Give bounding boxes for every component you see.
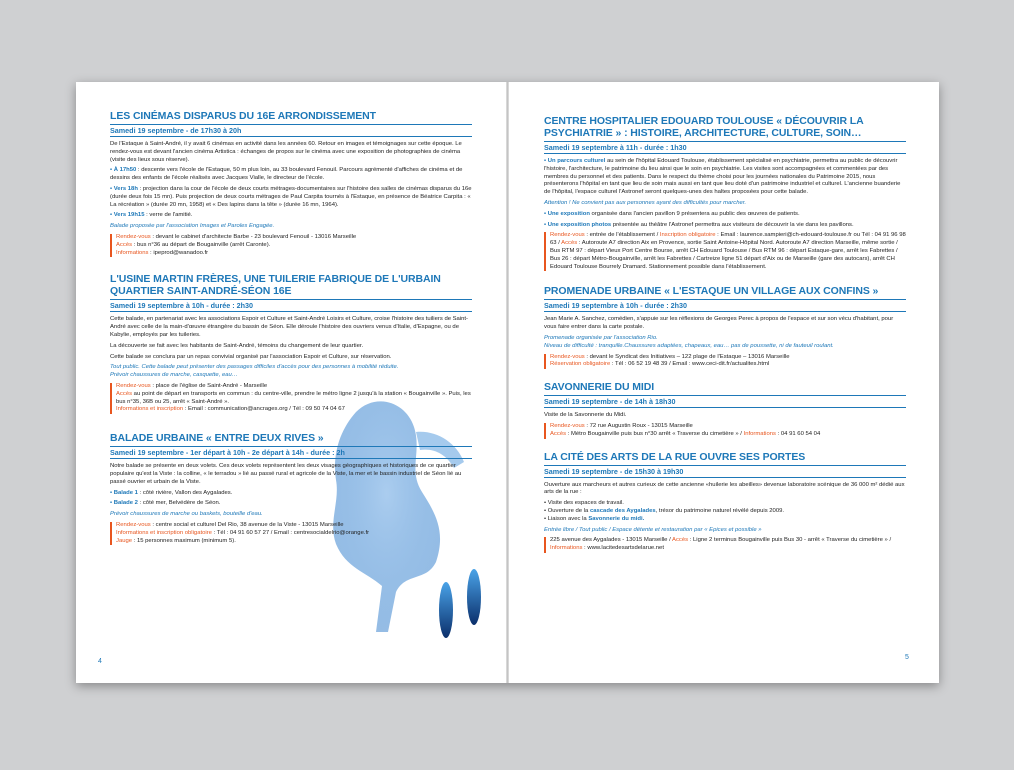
- section-hopital: [544, 115, 906, 271]
- section-title: LA CITÉ DES ARTS DE LA RUE OUVRE SES PORTES: [544, 450, 806, 463]
- section-savonnerie: [544, 381, 906, 438]
- page-number: 4: [98, 658, 102, 665]
- paragraph: • Une exposition photos présentée au théâtre l'Astronef permettra aux visiteurs de découvrir la vie dans les pavillons.: [544, 221, 854, 228]
- page-number: 5: [905, 654, 909, 661]
- section-estaque: [544, 285, 906, 369]
- section-title: CENTRE HOSPITALIER EDOUARD TOULOUSE « DÉCOUVRIR LA PSYCHIATRIE » : HISTOIRE, ARCHITECTURE, CULTURE, SOIN…: [544, 115, 864, 139]
- organizer-note: Balade proposée par l'association Images et Paroles Engagée.: [110, 223, 275, 230]
- section-title: L'USINE MARTIN FRÈRES, UNE TUILERIE FABRIQUE DE L'URBAIN QUARTIER SAINT-ANDRÉ-SÉON 16E: [110, 273, 441, 298]
- equipment-note: Prévoir chaussures de marche ou baskets, bouteille d'eau.: [110, 511, 263, 518]
- info-box: Rendez-vous : centre social et culturel Del Rio, 38 avenue de la Viste - 13015 Marseille Informations et inscription obligatoire : Tél : 04 91 60 57 27 / Email : centresocialdelrio@orange.fr Jauge : 15 personnes maximum (minimum 5).: [110, 522, 472, 545]
- brochure-spread: [76, 82, 939, 683]
- paragraph: • Ouverture de la cascade des Aygalades, trésor du patrimoine naturel révélé depuis 2009.: [544, 507, 785, 514]
- organizer-note: Promenade organisée par l'association Rio.: [544, 334, 658, 341]
- left-column: [110, 110, 472, 553]
- section-entre-deux-rives: [110, 432, 472, 545]
- section-date: Samedi 19 septembre à 10h - durée : 2h30: [110, 299, 472, 312]
- section-cite-des-arts: [544, 451, 906, 553]
- equipment-note: Prévoir chaussures de marche, casquette, eau…: [110, 372, 238, 379]
- paragraph: Ouverture aux marcheurs et autres curieux de cette ancienne «huilerie les abeilles» devenue laboratoire scénique de 36 000 m² dédié aux arts de la rue :: [544, 481, 905, 496]
- paragraph: • Balade 1 : côté rivière, Vallon des Aygalades.: [110, 489, 233, 496]
- right-column: [544, 115, 906, 561]
- section-title: SAVONNERIE DU MIDI: [544, 381, 655, 394]
- info-box: Rendez-vous : entrée de l'établissement / Inscription obligatoire : Email : laurence.sampieri@ch-edouard-toulouse.fr ou Tél : 04 91 96 98 63 / Accès : Autoroute A7 direction Aix en Provence, sortie Saint Antoine-Hôpital Nord. Autoroute A7 direction Marseille, même sortie / Bus RTM 97 : départ Vieux Port Centre Bourse, arrêt CH Edouard Toulouse / Bus RTM 96 : départ Estaque-gare, arrêt les Fabrettes / Bus 26 : départ Métro-Bougainville, arrêt les Fabrettes / Cartreize ligne 51 départ d'Aix ou de Marseille (gare des autocars), arrêt CH Edouard Toulouse Bourrely Dramard. Stationnement possible dans l'établissement.: [544, 232, 906, 271]
- paragraph: Visite de la Savonnerie du Midi.: [544, 412, 627, 419]
- paragraph: Jean Marie A. Sanchez, comédien, s'appuie sur les réflexions de Georges Perec à propos de l'espace et sur son vécu d'habitant, pour vous faire entrer dans la carte postale.: [544, 316, 894, 331]
- difficulty-note: Niveau de difficulté : tranquille.Chaussures adaptées, chapeaux, eau… pas de poussette, ni de fauteuil roulant.: [544, 342, 834, 349]
- section-date: Samedi 19 septembre - 1er départ à 10h - 2e départ à 14h - durée : 2h: [110, 446, 472, 459]
- section-title: BALADE URBAINE « ENTRE DEUX RIVES »: [110, 432, 324, 445]
- section-date: Samedi 19 septembre - de 17h30 à 20h: [110, 124, 472, 137]
- paragraph: Cette balade, en partenariat avec les associations Espoir et Culture et Saint-André Loisirs et Culture, croise l'histoire des tuiliers de Saint-André avec celle de la main-d'œuvre étrangère du bassin de Séon. Elle déroule l'histoire des ouvriers venus d'Italie, d'Espagne, ou de Kabylie, employés par les tuileries.: [110, 316, 469, 338]
- section-date: Samedi 19 septembre à 10h - durée : 2h30: [544, 299, 906, 312]
- paragraph: Cette balade se conclura par un repas convivial organisé par l'association Espoir et Culture, sur réservation.: [110, 353, 392, 360]
- section-date: Samedi 19 septembre à 11h - durée : 1h30: [544, 141, 906, 154]
- section-cinemas: [110, 110, 472, 257]
- section-date: Samedi 19 septembre - de 15h30 à 19h30: [544, 465, 906, 478]
- paragraph: • Un parcours culturel au sein de l'hôpital Edouard Toulouse, établissement spécialisé en psychiatrie, permettra au public de découvrir l'histoire, l'architecture, le patrimoine du lieu ainsi que le soin en psychiatrie. Les visites sont accompagnées et commentées par des membres du personnel et des patients. Dans le respect du thème choisi pour les journées nationales du Patrimoine 2015, nous présenterons l'hôpital en tant que lieu de soin mais aussi en tant que lieu doté d'un patrimoine industriel et culturel. L'ancienne buanderie de l'hôpital, l'espace culturel l'Astronef seront quelques-unes des haltes proposées pour cette balade.: [544, 158, 901, 196]
- info-box: Rendez-vous : devant le Syndicat des Initiatives – 122 plage de l'Estaque – 13016 Marseille Réservation obligatoire : Tél : 06 52 19 48 39 / Email : www.ceci-dit.fr/actualites.html: [544, 354, 906, 370]
- paragraph: De l'Estaque à Saint-André, il y avait 6 cinémas en activité dans les années 60. Retour en images et témoignages sur cette époque. Le rendez-vous est devant l'ancien cinéma Artistica : échanges de propos sur le cinéma avec une exposition de photographies de cinéma (visite des lieux sous réserve).: [110, 141, 462, 163]
- paragraph: • Vers 19h15 : verre de l'amitié.: [110, 212, 193, 219]
- section-title: LES CINÉMAS DISPARUS DU 16E ARRONDISSEMENT: [110, 110, 376, 122]
- info-box: Rendez-vous : devant le cabinet d'architecte Barbe - 23 boulevard Fenouil - 13016 Marseille Accès : bus n°36 au départ de Bougainville (arrêt Caronte). Informations : ipeprod@wanadoo.fr: [110, 234, 472, 257]
- section-date: Samedi 19 septembre - de 14h à 18h30: [544, 395, 906, 408]
- right-page: [509, 82, 939, 683]
- paragraph: • Liaison avec la Savonnerie du midi.: [544, 515, 645, 522]
- paragraph: • Vers 18h : projection dans la cour de l'école de deux courts métrages-documentaires sur l'histoire des salles de cinémas disparus du 16e (durée deux fois 15 mn). Puis projection de deux courts métrages de Paul Carpita tournés à l'Estaque, en présence de Béatrice Carpita : « La récréation » (durée 20 mn, 1958) et « Des lapins dans la tête » (durée 16 mn, 1964).: [110, 185, 472, 208]
- info-box: 225 avenue des Aygalades - 13015 Marseille / Accès : Ligne 2 terminus Bougainville puis Bus 30 - arrêt « Traverse du cimetière » / Informations : www.lacitedesartsdelarue.net: [544, 537, 906, 553]
- paragraph: • Balade 2 : côté mer, Belvédère de Séon.: [110, 500, 221, 507]
- paragraph: • À 17h50 : descente vers l'école de l'Estaque, 50 m plus loin, au 33 boulevard Fenouil. Parcours agrémenté d'affiches de cinéma et de dessins des enfants de l'école réalisés avec Jacques Vialle, le directeur de l'école.: [110, 167, 463, 182]
- paragraph: La découverte se fait avec les habitants de Saint-André, témoins du changement de leur quartier.: [110, 342, 364, 349]
- section-title: PROMENADE URBAINE « L'ESTAQUE UN VILLAGE AUX CONFINS »: [544, 285, 879, 298]
- paragraph: • Visite des espaces de travail.: [544, 500, 624, 507]
- accessibility-note: Tout public. Cette balade peut présenter des passages difficiles d'accès pour des personnes à mobilité réduite.: [110, 364, 399, 371]
- info-box: Rendez-vous : place de l'église de Saint-André - Marseille Accès au point de départ en transports en commun : du centre-ville, prendre le métro ligne 2 jusqu'à la station « Bougainville ». Puis, les bus n°35, 36B ou 25, arrêt « Saint-André ». Informations et inscription : Email : communication@ancrages.org / Tél : 09 50 74 04 67: [110, 383, 472, 414]
- warning-note: Attention ! Ne convient pas aux personnes ayant des difficultés pour marcher.: [544, 199, 747, 206]
- info-box: Rendez-vous : 72 rue Augustin Roux - 13015 Marseille Accès : Métro Bougainville puis bus n°30 arrêt « Traverse du cimetière » / Informations : 04 91 60 54 04: [544, 423, 906, 439]
- access-note: Entrée libre / Tout public / Espace détente et restauration par « Epices et possible »: [544, 526, 762, 533]
- paragraph: • Une exposition organisée dans l'ancien pavillon 9 présentera au public des œuvres de patients.: [544, 210, 800, 217]
- section-usine-martin: [110, 273, 472, 414]
- left-page: [76, 82, 506, 683]
- paragraph: Notre balade se présente en deux volets. Ces deux volets représentent les deux visages géographiques et historiques de ce quartier populaire qu'est la Viste : la colline, « le terradou » lié au passé rural et agricole de la Viste, la mer et le bassin industriel de Séon lié au passé ouvrier et urbain de la Viste.: [110, 463, 462, 485]
